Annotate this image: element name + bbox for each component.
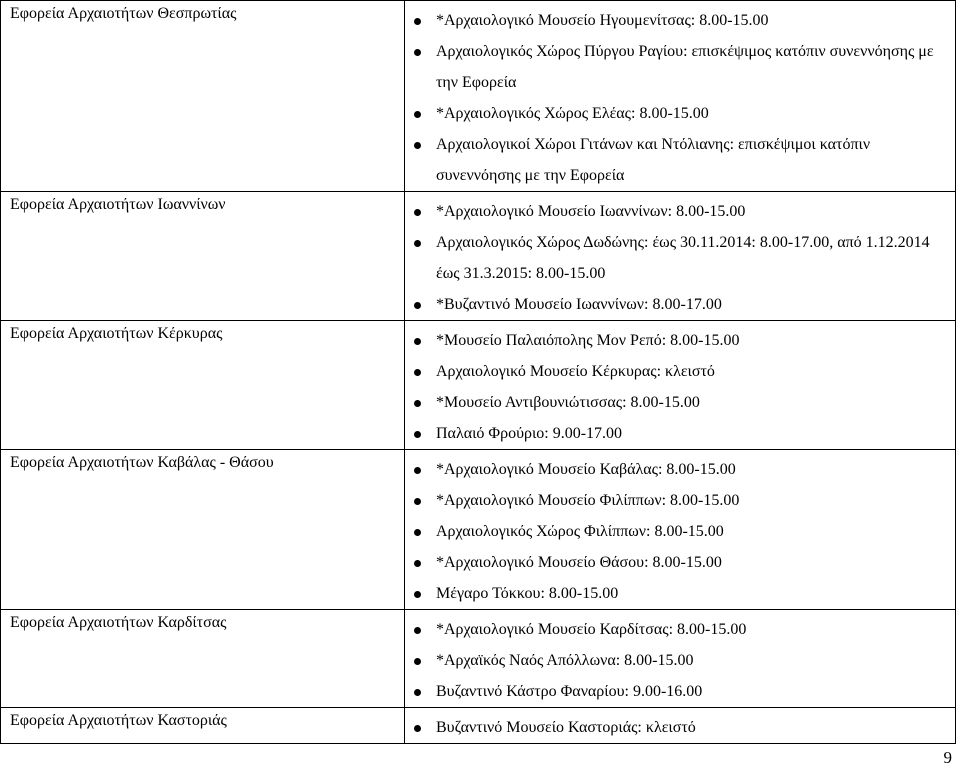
bullet-icon bbox=[414, 49, 421, 56]
sites-list bbox=[407, 712, 945, 743]
list-item bbox=[407, 227, 945, 289]
authority-cell: Εφορεία Αρχαιοτήτων Καστοριάς bbox=[1, 708, 405, 744]
authority-cell: Εφορεία Αρχαιοτήτων Ιωαννίνων bbox=[1, 192, 405, 321]
list-item bbox=[407, 676, 945, 707]
authority-cell: Εφορεία Αρχαιοτήτων Καβάλας - Θάσου bbox=[1, 450, 405, 610]
bullet-icon bbox=[414, 431, 421, 438]
site-text: Αρχαιολογικοί Χώροι Γιτάνων και Ντόλιανης: επισκέψιμοι κατόπιν συνεννόησης με την Εφορεία bbox=[436, 136, 871, 184]
sites-cell bbox=[405, 321, 956, 450]
authority-cell: Εφορεία Αρχαιοτήτων Κέρκυρας bbox=[1, 321, 405, 450]
list-item bbox=[407, 645, 945, 676]
list-item bbox=[407, 485, 945, 516]
table-row bbox=[1, 708, 956, 744]
sites-list bbox=[407, 454, 945, 609]
bullet-icon bbox=[414, 529, 421, 536]
table-row bbox=[1, 450, 956, 610]
sites-list bbox=[407, 614, 945, 707]
bullet-icon bbox=[414, 209, 421, 216]
list-item bbox=[407, 578, 945, 609]
table-row bbox=[1, 610, 956, 708]
site-text: Αρχαιολογικό Μουσείο Κέρκυρας: κλειστό bbox=[436, 363, 715, 380]
site-text: *Μουσείο Παλαιόπολης Μον Ρεπό: 8.00-15.00 bbox=[436, 332, 740, 349]
bullet-icon bbox=[414, 400, 421, 407]
site-text: *Αρχαιολογικό Μουσείο Θάσου: 8.00-15.00 bbox=[436, 554, 722, 571]
site-text: *Αρχαϊκός Ναός Απόλλωνα: 8.00-15.00 bbox=[436, 652, 694, 669]
table-row bbox=[1, 321, 956, 450]
bullet-icon bbox=[414, 111, 421, 118]
site-text: *Αρχαιολογικό Μουσείο Ηγουμενίτσας: 8.00-15.00 bbox=[436, 12, 769, 29]
site-text: *Αρχαιολογικός Χώρος Ελέας: 8.00-15.00 bbox=[436, 105, 709, 122]
sites-list bbox=[407, 196, 945, 320]
bullet-icon bbox=[414, 689, 421, 696]
list-item bbox=[407, 36, 945, 98]
site-text: *Μουσείο Αντιβουνιώτισσας: 8.00-15.00 bbox=[436, 394, 700, 411]
bullet-icon bbox=[414, 338, 421, 345]
site-text: Παλαιό Φρούριο: 9.00-17.00 bbox=[436, 425, 623, 442]
bullet-icon bbox=[414, 498, 421, 505]
list-item bbox=[407, 454, 945, 485]
site-text: Αρχαιολογικός Χώρος Φιλίππων: 8.00-15.00 bbox=[436, 523, 724, 540]
list-item bbox=[407, 129, 945, 191]
list-item bbox=[407, 418, 945, 449]
bullet-icon bbox=[414, 302, 421, 309]
list-item bbox=[407, 98, 945, 129]
list-item bbox=[407, 5, 945, 36]
site-text: Βυζαντινό Μουσείο Καστοριάς: κλειστό bbox=[436, 719, 696, 736]
list-item bbox=[407, 356, 945, 387]
site-text: *Αρχαιολογικό Μουσείο Ιωαννίνων: 8.00-15.00 bbox=[436, 203, 746, 220]
sites-cell bbox=[405, 1, 956, 192]
list-item bbox=[407, 387, 945, 418]
site-text: *Αρχαιολογικό Μουσείο Φιλίππων: 8.00-15.00 bbox=[436, 492, 740, 509]
bullet-icon bbox=[414, 369, 421, 376]
sites-list bbox=[407, 325, 945, 449]
sites-cell bbox=[405, 610, 956, 708]
sites-list bbox=[407, 5, 945, 191]
table-row bbox=[1, 192, 956, 321]
list-item bbox=[407, 614, 945, 645]
sites-cell bbox=[405, 450, 956, 610]
site-text: *Αρχαιολογικό Μουσείο Καρδίτσας: 8.00-15.00 bbox=[436, 621, 747, 638]
sites-cell bbox=[405, 192, 956, 321]
bullet-icon bbox=[414, 142, 421, 149]
bullet-icon bbox=[414, 467, 421, 474]
site-text: Αρχαιολογικός Χώρος Πύργου Ραγίου: επισκέψιμος κατόπιν συνεννόησης με την Εφορεία bbox=[436, 43, 934, 91]
site-text: *Βυζαντινό Μουσείο Ιωαννίνων: 8.00-17.00 bbox=[436, 296, 722, 313]
list-item bbox=[407, 712, 945, 743]
site-text: Μέγαρο Τόκκου: 8.00-15.00 bbox=[436, 585, 619, 602]
site-text: Βυζαντινό Κάστρο Φαναρίου: 9.00-16.00 bbox=[436, 683, 703, 700]
list-item bbox=[407, 196, 945, 227]
sites-cell bbox=[405, 708, 956, 744]
site-text: *Αρχαιολογικό Μουσείο Καβάλας: 8.00-15.00 bbox=[436, 461, 736, 478]
authority-cell: Εφορεία Αρχαιοτήτων Θεσπρωτίας bbox=[1, 1, 405, 192]
bullet-icon bbox=[414, 591, 421, 598]
authority-cell: Εφορεία Αρχαιοτήτων Καρδίτσας bbox=[1, 610, 405, 708]
bullet-icon bbox=[414, 560, 421, 567]
bullet-icon bbox=[414, 627, 421, 634]
site-text: Αρχαιολογικός Χώρος Δωδώνης: έως 30.11.2014: 8.00-17.00, από 1.12.2014 έως 31.3.2015: 8.00-15.00 bbox=[436, 234, 930, 282]
bullet-icon bbox=[414, 658, 421, 665]
bullet-icon bbox=[414, 725, 421, 732]
list-item bbox=[407, 325, 945, 356]
list-item bbox=[407, 289, 945, 320]
page-number: 9 bbox=[943, 748, 952, 767]
table-body bbox=[1, 1, 956, 744]
bullet-icon bbox=[414, 18, 421, 25]
table-row bbox=[1, 1, 956, 192]
list-item bbox=[407, 516, 945, 547]
list-item bbox=[407, 547, 945, 578]
bullet-icon bbox=[414, 240, 421, 247]
